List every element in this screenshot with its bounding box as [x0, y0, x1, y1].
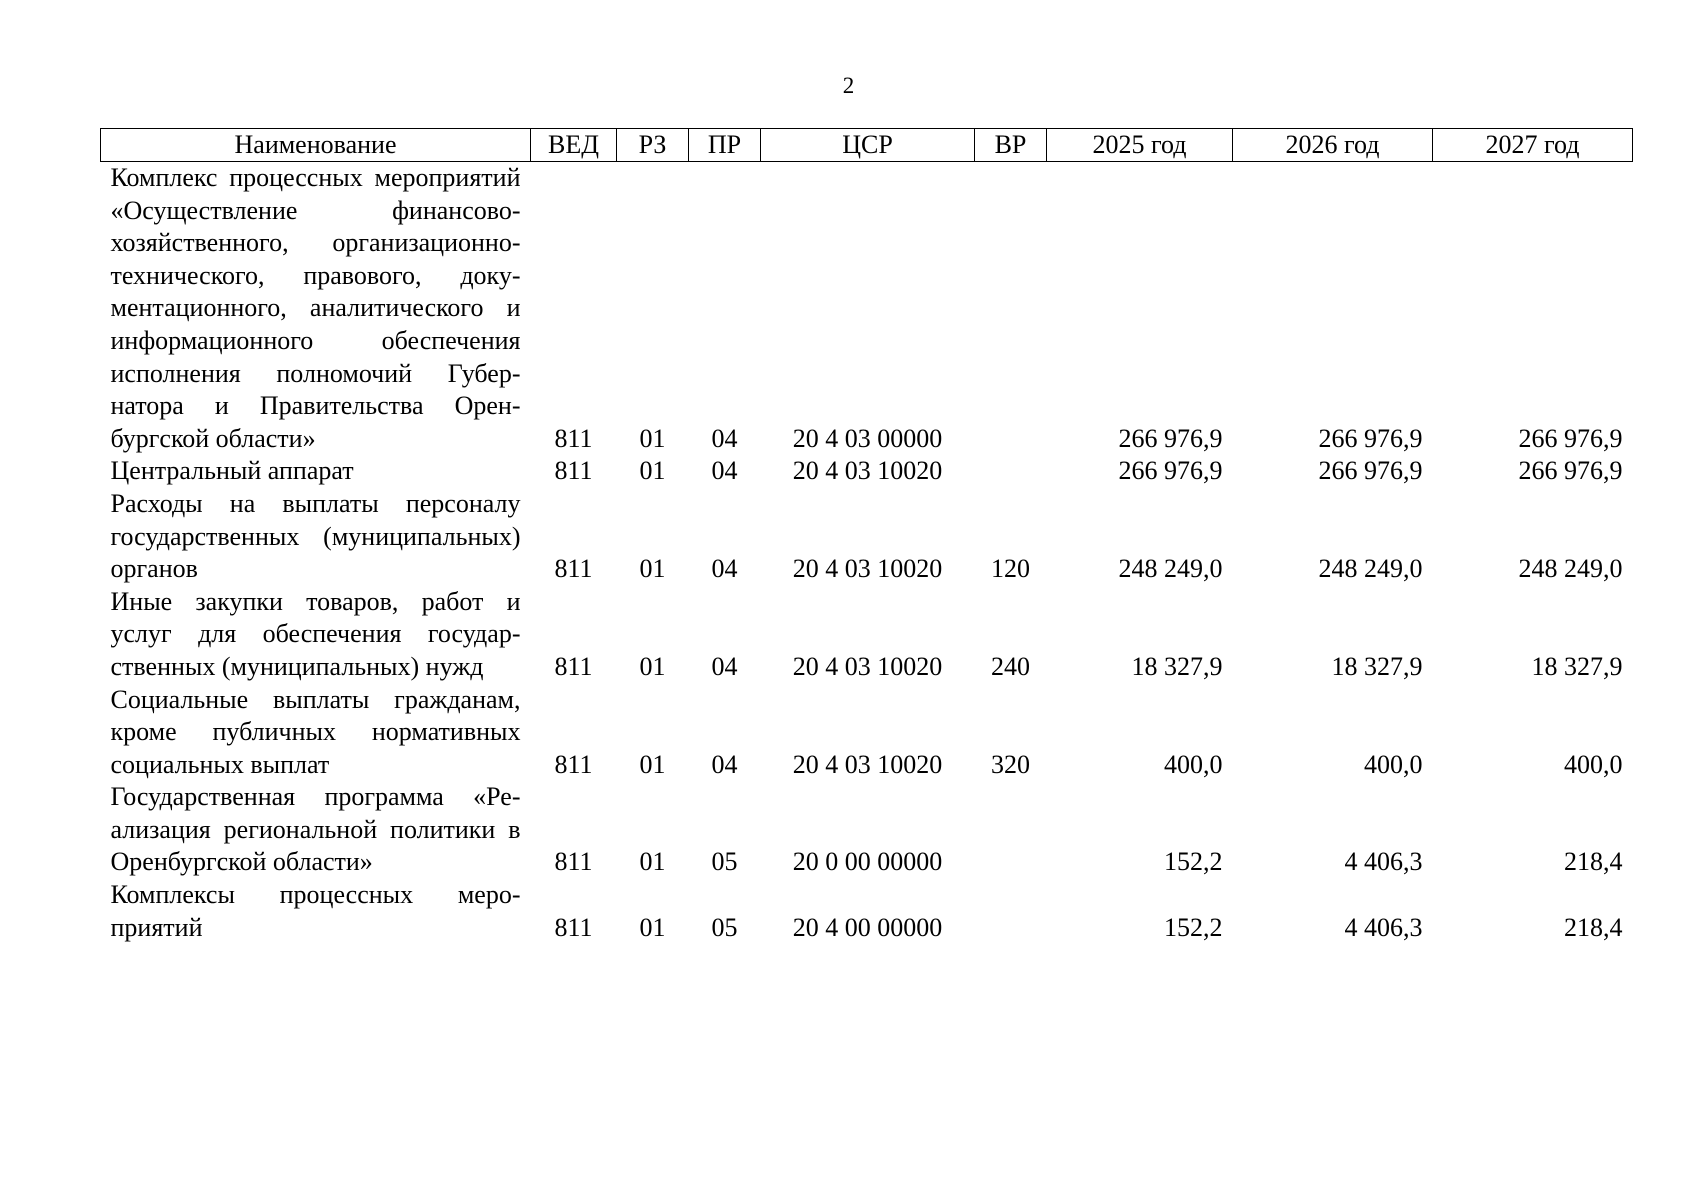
row-rz: 01 — [639, 912, 666, 942]
header-2026: 2026 год — [1233, 129, 1433, 162]
row-rz: 01 — [639, 554, 666, 584]
header-name: Наименование — [101, 129, 531, 162]
row-ved: 811 — [554, 554, 593, 584]
row-rz: 01 — [639, 749, 666, 779]
row-2027: 266 976,9 — [1518, 423, 1623, 453]
row-2027: 218,4 — [1564, 912, 1623, 942]
row-vr — [975, 781, 1047, 879]
table-row — [101, 455, 1633, 488]
row-pr: 04 — [711, 554, 738, 584]
row-ved: 811 — [554, 423, 593, 453]
row-2026: 4 406,3 — [1344, 847, 1423, 877]
row-2025: 400,0 — [1164, 749, 1223, 779]
row-csr: 20 4 03 00000 — [792, 423, 943, 453]
row-vr — [975, 455, 1047, 488]
row-2027: 218,4 — [1564, 847, 1623, 877]
row-2025: 266 976,9 — [1118, 423, 1223, 453]
row-2026: 18 327,9 — [1331, 651, 1423, 681]
row-csr: 20 4 00 00000 — [792, 912, 943, 942]
row-pr: 04 — [711, 456, 738, 486]
row-name: Социальные выплаты гражданам, кроме публичных нормативных социальных выплат — [110, 684, 521, 779]
table-row — [101, 781, 1633, 879]
row-name: Государственная программа «Реализация региональной политики в Оренбургской области» — [110, 782, 521, 877]
row-vr: 320 — [991, 749, 1030, 779]
row-csr: 20 4 03 10020 — [792, 651, 943, 681]
row-name: Иные закупки товаров, работ и услуг для обеспечения государственных (муниципальных) нужд — [110, 586, 521, 681]
row-pr: 04 — [711, 651, 738, 681]
row-vr — [975, 162, 1047, 456]
page-number: 2 — [842, 73, 855, 98]
row-2025: 152,2 — [1164, 847, 1223, 877]
header-2027: 2027 год — [1433, 129, 1633, 162]
row-name: Комплексы процессных мероприятий — [110, 880, 521, 942]
row-2026: 266 976,9 — [1318, 456, 1423, 486]
table-header — [101, 129, 1633, 162]
row-ved: 811 — [554, 847, 593, 877]
header-pr: ПР — [689, 129, 761, 162]
budget-table — [100, 128, 1633, 944]
row-name: Расходы на выплаты персоналу государственных (муниципальных) органов — [110, 488, 521, 584]
row-csr: 20 4 03 10020 — [792, 456, 943, 486]
row-pr: 05 — [711, 912, 738, 942]
table-body — [101, 162, 1633, 945]
table-row — [101, 586, 1633, 684]
header-vr: ВР — [975, 129, 1047, 162]
row-2027: 266 976,9 — [1518, 456, 1623, 486]
row-2027: 248 249,0 — [1518, 554, 1623, 584]
header-row — [101, 129, 1633, 162]
row-pr: 04 — [711, 749, 738, 779]
table-row — [101, 879, 1633, 944]
row-csr: 20 0 00 00000 — [792, 847, 943, 877]
row-2025: 18 327,9 — [1131, 651, 1223, 681]
row-vr: 120 — [991, 554, 1030, 584]
row-rz: 01 — [639, 847, 666, 877]
row-rz: 01 — [639, 651, 666, 681]
table-row — [101, 684, 1633, 782]
row-2025: 266 976,9 — [1118, 456, 1223, 486]
row-csr: 20 4 03 10020 — [792, 749, 943, 779]
row-rz: 01 — [639, 423, 666, 453]
row-2026: 248 249,0 — [1318, 554, 1423, 584]
table-row — [101, 162, 1633, 456]
row-2026: 400,0 — [1364, 749, 1423, 779]
row-2027: 400,0 — [1564, 749, 1623, 779]
row-ved: 811 — [554, 912, 593, 942]
row-vr — [975, 879, 1047, 944]
row-2025: 152,2 — [1164, 912, 1223, 942]
header-rz: РЗ — [617, 129, 689, 162]
row-name: Комплекс процессных мероприятий «Осуществление финансово-хозяйственного, организационно-технического, правового, документационного, аналитического и информационного обеспечения исполнения полномочий Губернатора и Правительства Оренбургской области» — [110, 163, 521, 453]
row-ved: 811 — [554, 456, 593, 486]
row-vr: 240 — [991, 651, 1030, 681]
table-row — [101, 488, 1633, 586]
header-ved: ВЕД — [531, 129, 617, 162]
row-csr: 20 4 03 10020 — [792, 554, 943, 584]
header-csr: ЦСР — [761, 129, 975, 162]
row-pr: 05 — [711, 847, 738, 877]
row-ved: 811 — [554, 651, 593, 681]
row-rz: 01 — [639, 456, 666, 486]
row-2026: 4 406,3 — [1344, 912, 1423, 942]
header-2025: 2025 год — [1047, 129, 1233, 162]
row-2025: 248 249,0 — [1118, 554, 1223, 584]
row-ved: 811 — [554, 749, 593, 779]
row-2027: 18 327,9 — [1531, 651, 1623, 681]
row-name: Центральный аппарат — [110, 456, 354, 486]
row-pr: 04 — [711, 423, 738, 453]
row-2026: 266 976,9 — [1318, 423, 1423, 453]
